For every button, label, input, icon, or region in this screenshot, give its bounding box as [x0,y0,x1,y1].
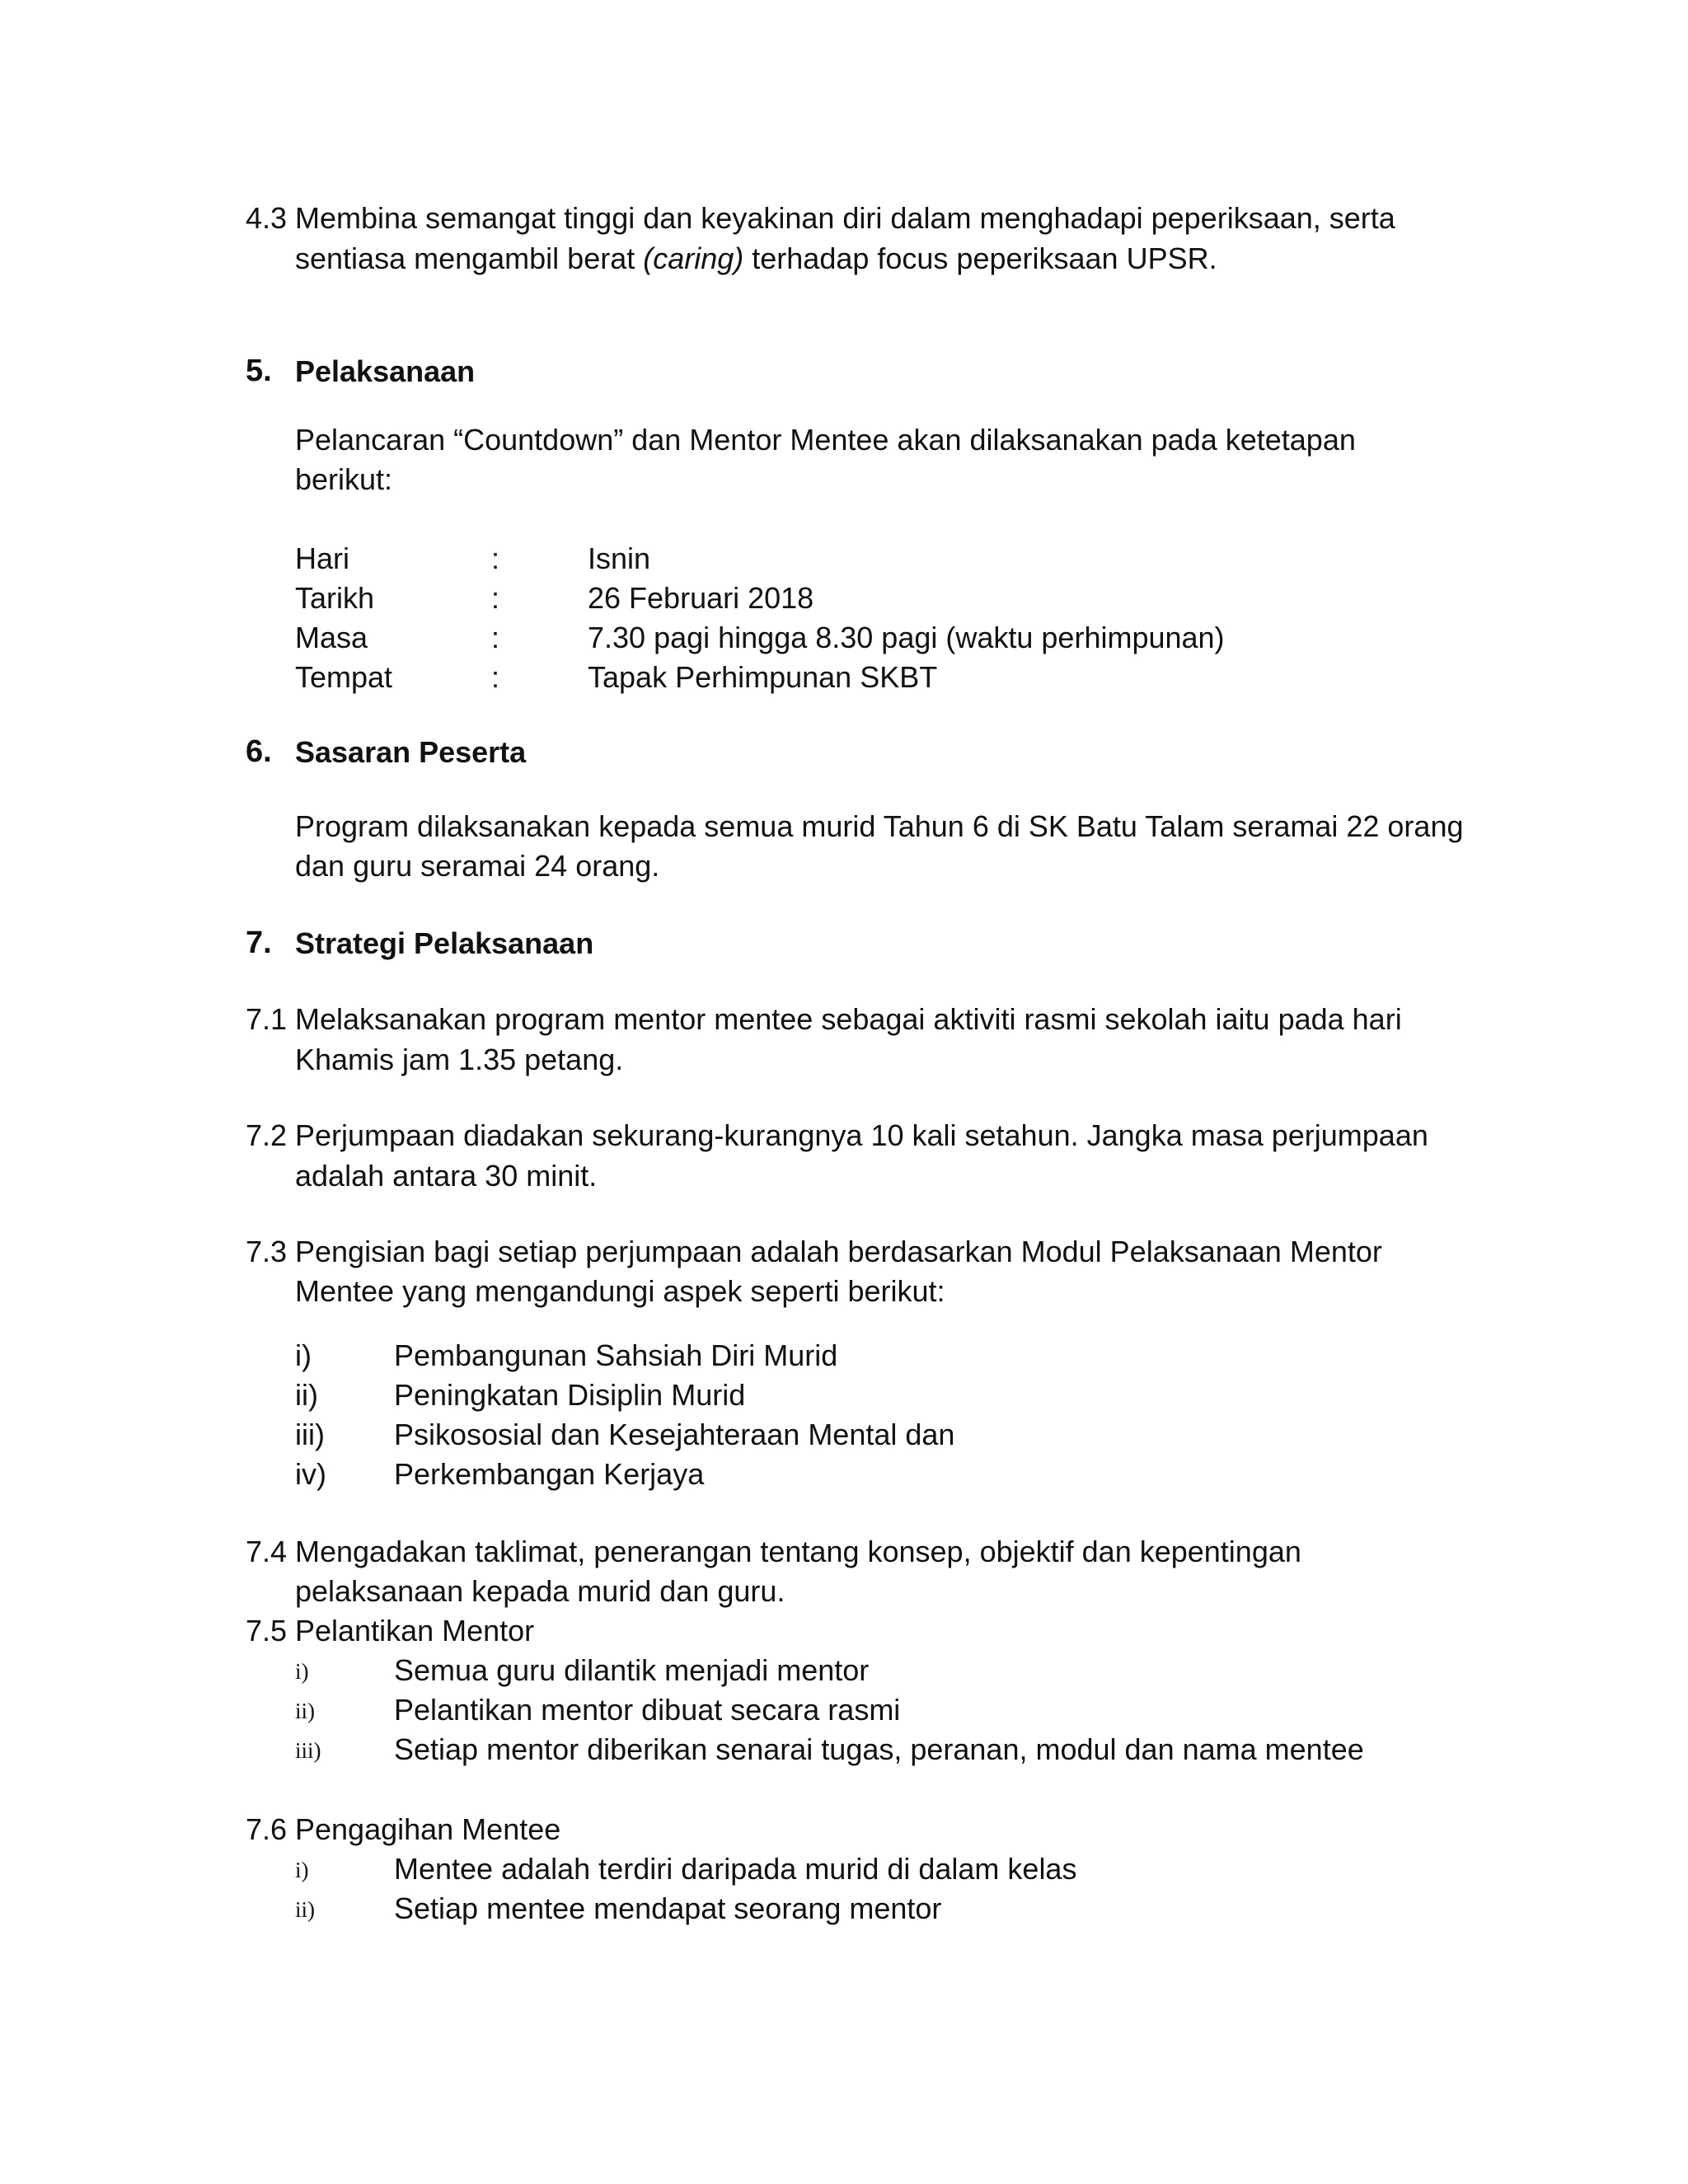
section-7-2-number: 7.2 [246,1118,288,1152]
detail-separator: : [491,541,500,575]
list-item-text: Peningkatan Disiplin Murid [394,1378,746,1412]
section-7-5-number: 7.5 [246,1614,288,1647]
detail-value-masa: 7.30 pagi hingga 8.30 pagi (waktu perhimpunan) [588,621,1225,654]
detail-value-tarikh: 26 Februari 2018 [588,581,814,615]
detail-value-hari: Isnin [588,541,651,575]
list-item-marker: ii) [295,1699,315,1723]
detail-separator: : [491,621,500,654]
section-7-title: Strategi Pelaksanaan [295,926,594,960]
section-7-3-line2: Mentee yang mengandungi aspek seperti berikut: [295,1274,945,1308]
section-6-title: Sasaran Peserta [295,735,527,769]
section-7-3-line1: Pengisian bagi setiap perjumpaan adalah berdasarkan Modul Pelaksanaan Mentor [295,1235,1382,1268]
detail-separator: : [491,660,500,694]
section-5-number: 5. [246,354,272,388]
list-item-text: Semua guru dilantik menjadi mentor [394,1653,870,1687]
list-item-marker: i) [295,1858,309,1882]
section-7-2-line1: Perjumpaan diadakan sekurang-kurangnya 10 kali setahun. Jangka masa perjumpaan [295,1118,1428,1152]
list-item-marker: i) [295,1338,312,1372]
list-item-marker: iii) [295,1418,325,1451]
section-7-4-line1: Mengadakan taklimat, penerangan tentang konsep, objektif dan kepentingan [295,1535,1301,1568]
list-item-marker: i) [295,1659,309,1684]
list-item-marker: ii) [295,1897,315,1922]
section-4-3-line2: sentiasa mengambil berat (caring) terhadap focus peperiksaan UPSR. [295,241,1217,275]
section-7-number: 7. [246,926,272,960]
section-5-title: Pelaksanaan [295,354,476,388]
section-7-3-number: 7.3 [246,1235,288,1268]
list-item-text: Setiap mentee mendapat seorang mentor [394,1891,942,1925]
list-item-marker: ii) [295,1378,318,1412]
list-item-text: Pembangunan Sahsiah Diri Murid [394,1338,838,1372]
section-6-line1: Program dilaksanakan kepada semua murid Tahun 6 di SK Batu Talam seramai 22 orang [295,809,1464,843]
section-7-6-title: Pengagihan Mentee [295,1812,561,1846]
detail-label-tempat: Tempat [295,660,393,694]
section-5-para-line1: Pelancaran “Countdown” dan Mentor Mentee akan dilaksanakan pada ketetapan [295,423,1356,457]
section-6-number: 6. [246,734,272,769]
section-7-1-number: 7.1 [246,1002,288,1036]
detail-label-tarikh: Tarikh [295,581,375,615]
section-7-1-line2: Khamis jam 1.35 petang. [295,1043,624,1076]
section-7-5-title: Pelantikan Mentor [295,1614,535,1647]
section-7-6-number: 7.6 [246,1812,288,1846]
list-item-text: Pelantikan mentor dibuat secara rasmi [394,1693,901,1727]
section-5-para-line2: berikut: [295,462,393,496]
caring-emphasis: (caring) [643,241,744,275]
list-item-marker: iv) [295,1457,326,1491]
section-7-4-line2: pelaksanaan kepada murid dan guru. [295,1574,785,1608]
list-item-marker: iii) [295,1738,321,1763]
section-4-3-number: 4.3 [246,201,288,235]
list-item-text: Psikososial dan Kesejahteraan Mental dan [394,1418,955,1451]
detail-label-hari: Hari [295,541,350,575]
section-4-3-line1: Membina semangat tinggi dan keyakinan diri dalam menghadapi peperiksaan, serta [295,201,1395,235]
section-6-line2: dan guru seramai 24 orang. [295,849,660,883]
section-7-1-line1: Melaksanakan program mentor mentee sebagai aktiviti rasmi sekolah iaitu pada hari [295,1002,1402,1036]
detail-separator: : [491,581,500,615]
section-7-4-number: 7.4 [246,1535,288,1568]
list-item-text: Mentee adalah terdiri daripada murid di dalam kelas [394,1852,1077,1886]
detail-value-tempat: Tapak Perhimpunan SKBT [588,660,938,694]
list-item-text: Perkembangan Kerjaya [394,1457,705,1491]
detail-label-masa: Masa [295,621,368,654]
list-item-text: Setiap mentor diberikan senarai tugas, peranan, modul dan nama mentee [394,1732,1364,1766]
section-7-2-line2: adalah antara 30 minit. [295,1159,598,1193]
